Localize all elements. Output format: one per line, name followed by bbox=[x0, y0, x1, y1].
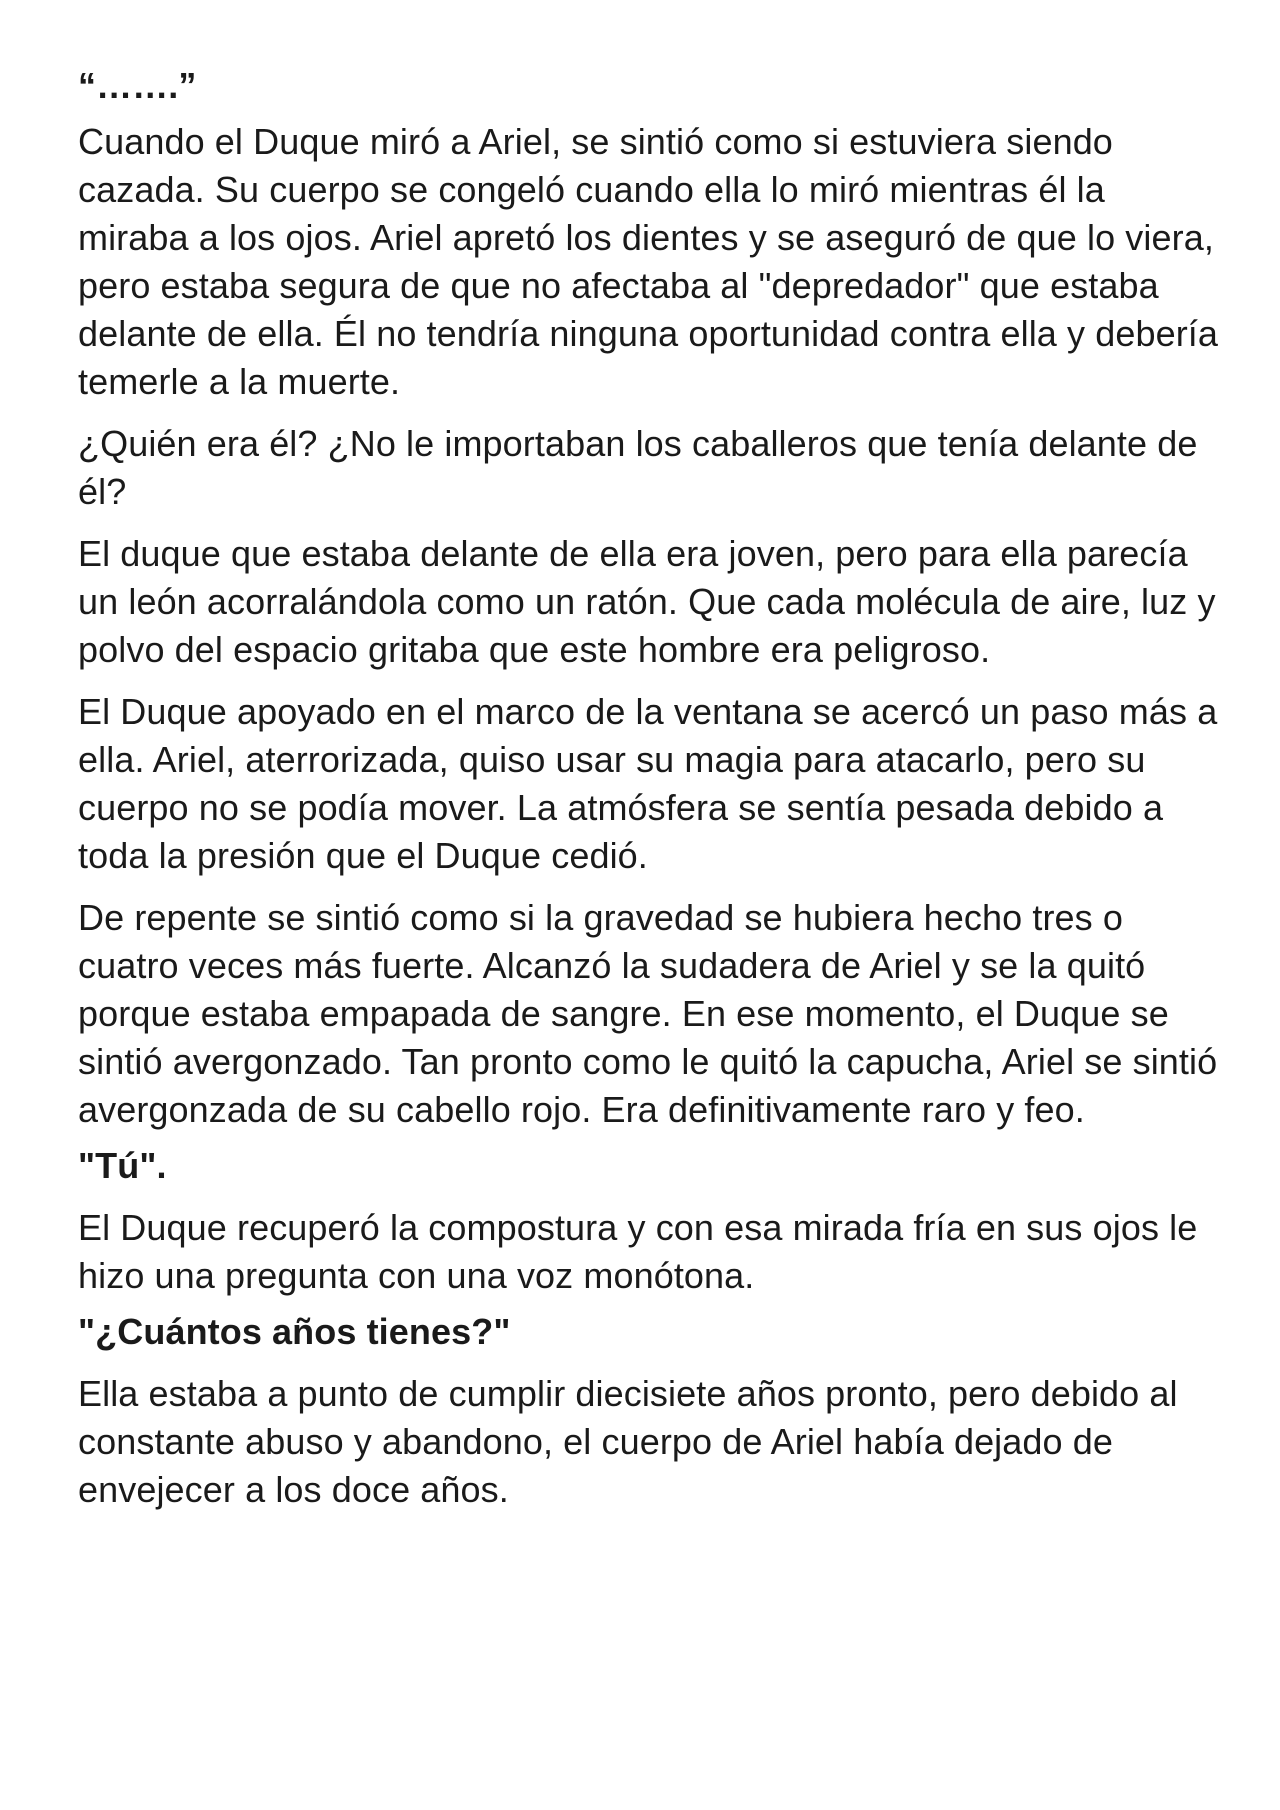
paragraph-1: Cuando el Duque miró a Ariel, se sintió como si estuviera siendo cazada. Su cuerpo se congeló cuando ella lo miró mientras él la miraba a los ojos. Ariel apretó los dientes y se aseguró de que lo viera, pero estaba segura de que no afectaba al "depredador" que estaba delante de ella. Él no tendría ninguna oportunidad contra ella y debería temerle a la muerte. bbox=[78, 121, 1219, 402]
paragraph-4: El Duque apoyado en el marco de la ventana se acercó un paso más a ella. Ariel, aterrorizada, quiso usar su magia para atacarlo, pero su cuerpo no se podía mover. La atmósfera se sentía pesada debido a toda la presión que el Duque cedió. bbox=[78, 691, 1218, 876]
paragraph-3: El duque que estaba delante de ella era joven, pero para ella parecía un león acorralándola como un ratón. Que cada molécula de aire, luz y polvo del espacio gritaba que este hombre era peligroso. bbox=[78, 533, 1216, 670]
paragraph-2: ¿Quién era él? ¿No le importaban los caballeros que tenía delante de él? bbox=[78, 423, 1198, 512]
paragraph-7: Ella estaba a punto de cumplir diecisiete años pronto, pero debido al constante abuso y abandono, el cuerpo de Ariel había dejado de envejecer a los doce años. bbox=[78, 1373, 1178, 1510]
paragraph-5: De repente se sintió como si la gravedad se hubiera hecho tres o cuatro veces más fuerte. Alcanzó la sudadera de Ariel y se la quitó porque estaba empapada de sangre. En ese momento, el Duque se sintió avergonzado. Tan pronto como le quitó la capucha, Ariel se sintió avergonzada de su cabello rojo. Era definitivamente raro y feo. bbox=[78, 897, 1218, 1130]
dialogue-tu: "Tú". bbox=[78, 1145, 167, 1186]
dialogue-question: "¿Cuántos años tienes?" bbox=[78, 1311, 511, 1352]
paragraph-6: El Duque recuperó la compostura y con esa mirada fría en sus ojos le hizo una pregunta con una voz monótona. bbox=[78, 1207, 1198, 1296]
dialogue-ellipsis: “…….” bbox=[78, 65, 197, 106]
